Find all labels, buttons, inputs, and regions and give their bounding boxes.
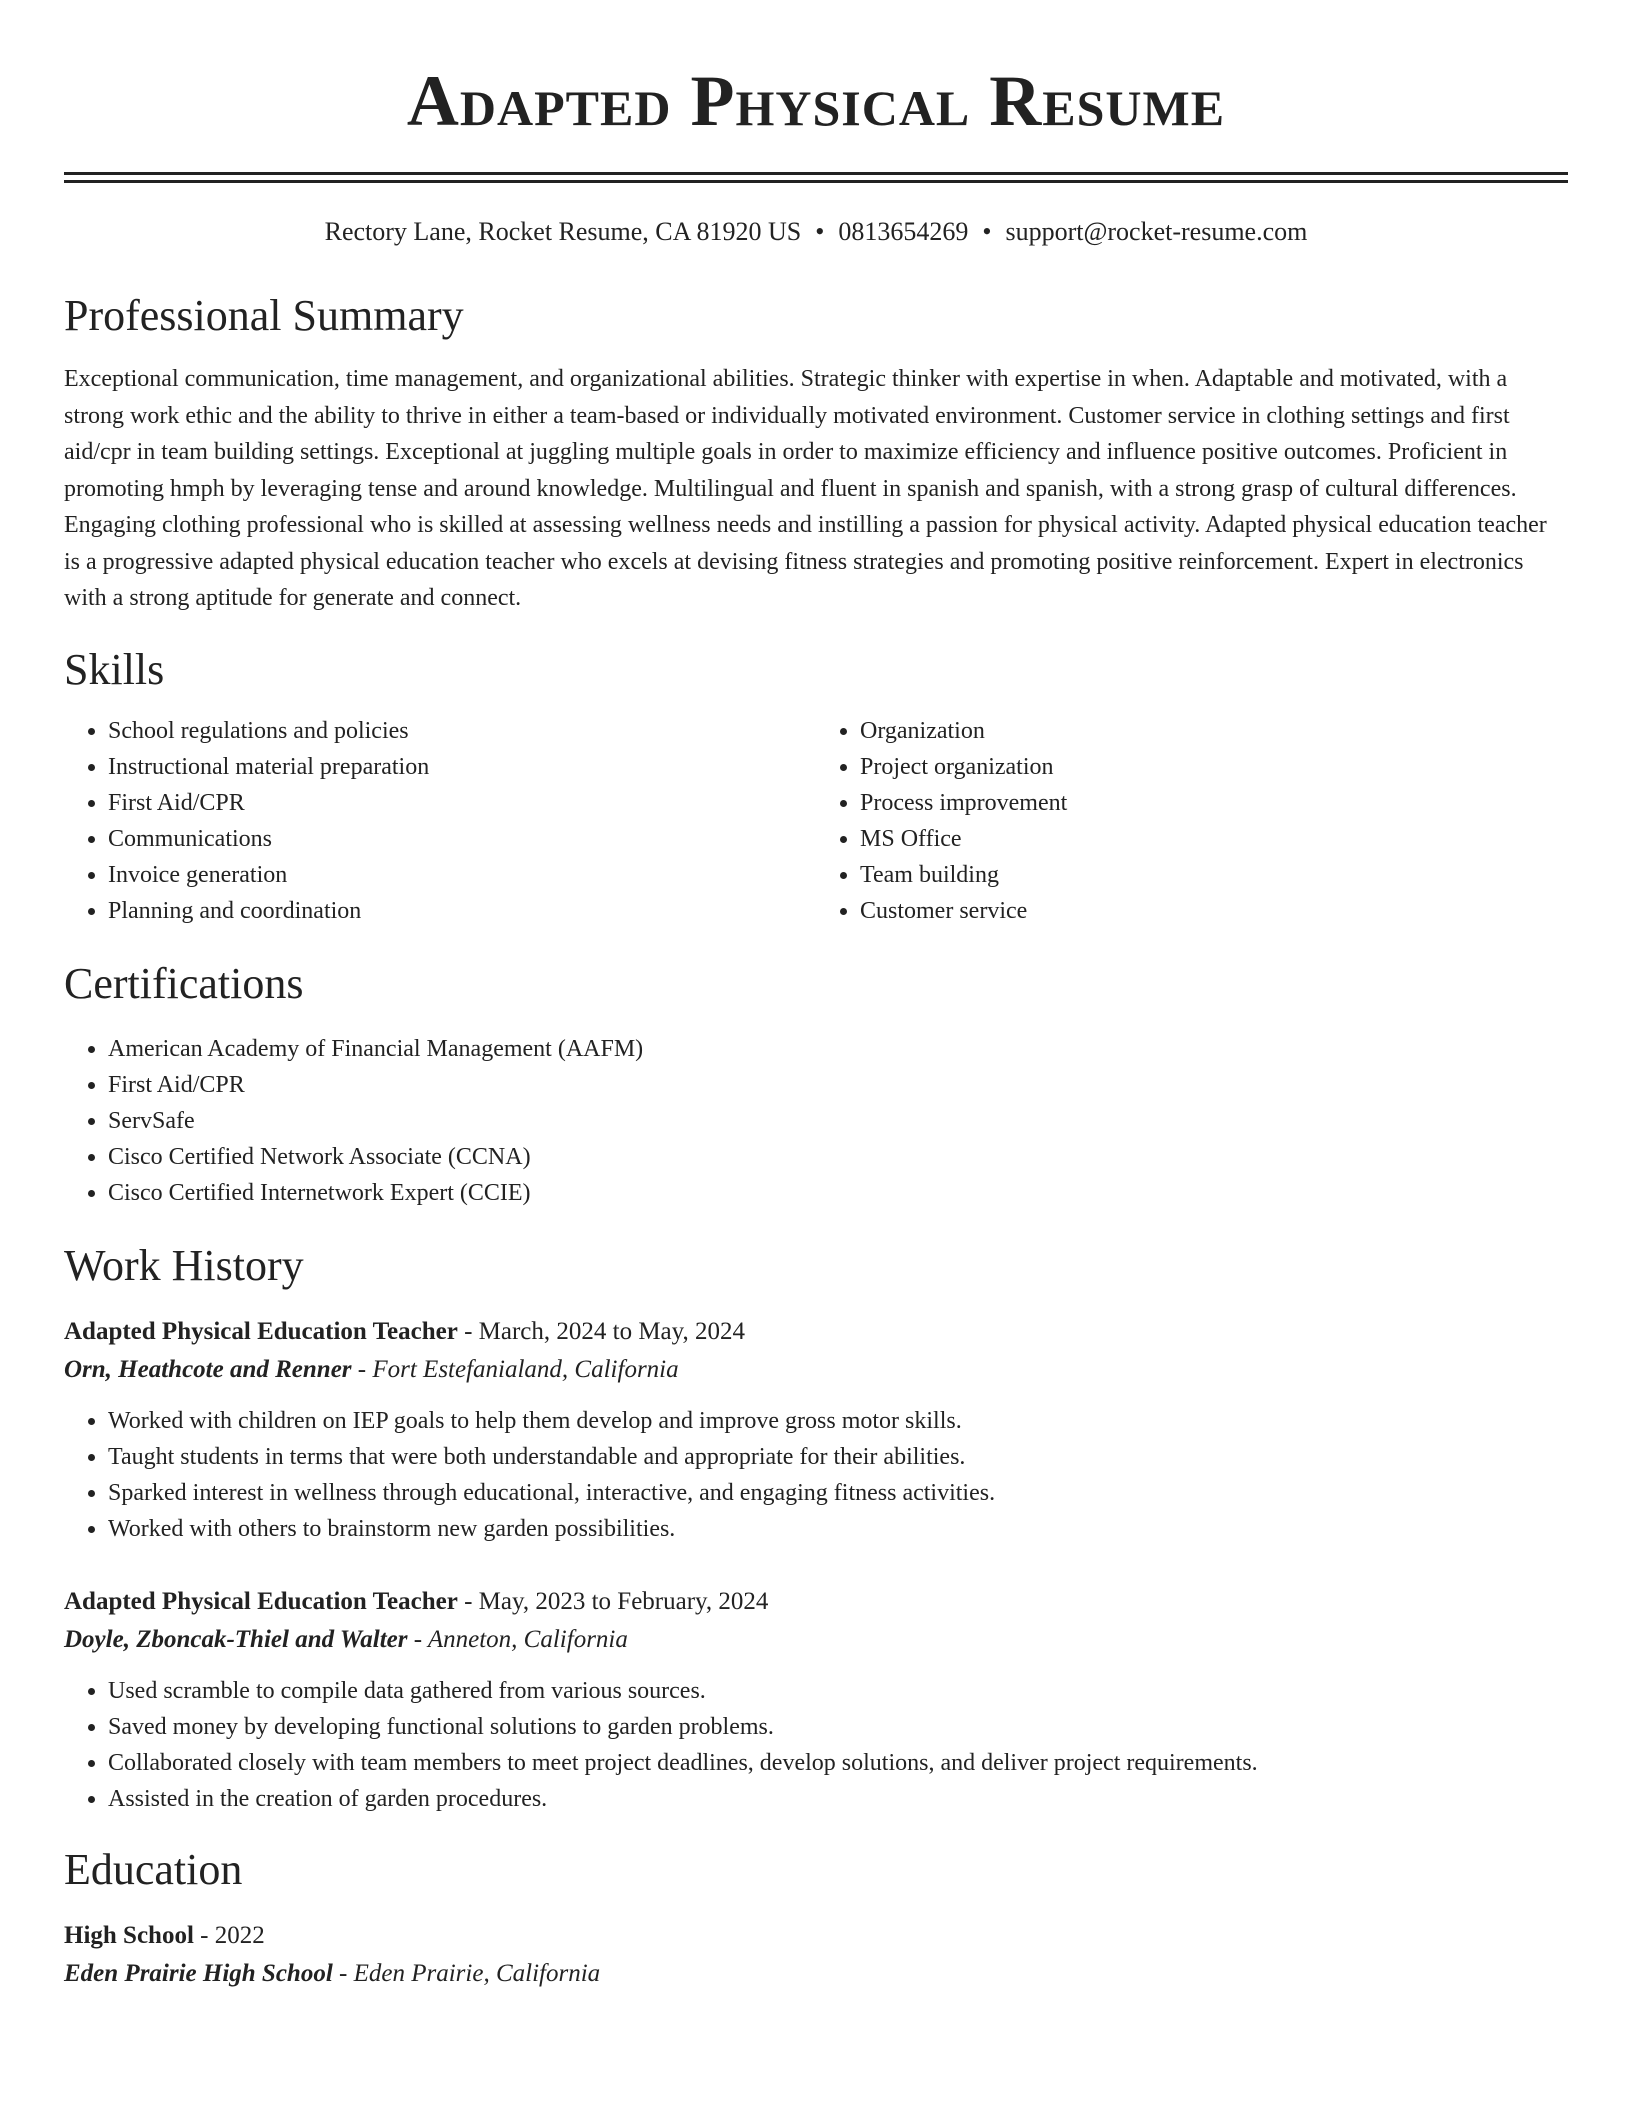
job-entry — [64, 1583, 1568, 1817]
job-company: Doyle, Zboncak-Thiel and Walter — [64, 1625, 408, 1653]
job-title-line — [64, 1313, 1568, 1351]
education-year: - 2022 — [193, 1921, 265, 1949]
section-heading-skills: Skills — [64, 644, 165, 694]
title-divider — [64, 172, 1568, 183]
certification-item: • Cisco Certified Network Associate (CCNA) — [108, 1139, 1568, 1175]
skill-item: • Communications — [108, 821, 816, 857]
job-duties-list — [64, 1673, 1568, 1817]
skill-item: • Planning and coordination — [108, 893, 816, 929]
education-school-line — [64, 1955, 1568, 1993]
contact-line — [64, 215, 1568, 249]
section-heading-summary: Professional Summary — [64, 291, 464, 340]
job-company-line — [64, 1621, 1568, 1659]
certification-item: • Cisco Certified Internetwork Expert (CCIE) — [108, 1175, 1568, 1211]
contact-email: support@rocket-resume.com — [1005, 217, 1308, 246]
job-location: - Fort Estefanialand, California — [351, 1355, 679, 1383]
skill-item: • School regulations and policies — [108, 713, 816, 749]
job-title: Adapted Physical Education Teacher — [64, 1587, 458, 1615]
job-duty: • Sparked interest in wellness through educational, interactive, and engaging fitness activities. — [108, 1475, 1568, 1511]
job-company: Orn, Heathcote and Renner — [64, 1355, 352, 1383]
skill-item: • First Aid/CPR — [108, 785, 816, 821]
job-title: Adapted Physical Education Teacher — [64, 1317, 458, 1345]
job-dates: - March, 2024 to May, 2024 — [457, 1317, 746, 1345]
job-company-line — [64, 1351, 1568, 1389]
job-location: - Anneton, California — [407, 1625, 628, 1653]
certification-item: • ServSafe — [108, 1103, 1568, 1139]
job-duty: • Taught students in terms that were both understandable and appropriate for their abilities. — [108, 1439, 1568, 1475]
skill-item: • Organization — [860, 713, 1568, 749]
skill-item: • Invoice generation — [108, 857, 816, 893]
skill-item: • Project organization — [860, 749, 1568, 785]
skill-item: • MS Office — [860, 821, 1568, 857]
section-heading-certifications: Certifications — [64, 958, 304, 1008]
job-entry — [64, 1313, 1568, 1547]
job-duty: • Saved money by developing functional solutions to garden problems. — [108, 1709, 1568, 1745]
job-duty: • Worked with children on IEP goals to help them develop and improve gross motor skills. — [108, 1403, 1568, 1439]
skill-item: • Instructional material preparation — [108, 749, 816, 785]
skills-list-left — [64, 713, 816, 929]
job-duty: • Collaborated closely with team members to meet project deadlines, develop solutions, and deliver project requirements. — [108, 1745, 1568, 1781]
contact-address: Rectory Lane, Rocket Resume, CA 81920 US — [324, 217, 802, 246]
education-entry — [64, 1917, 1568, 1993]
certifications-list — [64, 1031, 1568, 1211]
skill-item: • Customer service — [860, 893, 1568, 929]
summary-text: Exceptional communication, time management, and organizational abilities. Strategic thinker with expertise in when. Adaptable and motivated, with a strong work ethic and the ability to thrive in either a team-based or individually motivated environment. Customer service in clothing settings and first aid/cpr in team building settings. Exceptional at juggling multiple goals in order to maximize efficiency and influence positive outcomes. Proficient in promoting hmph by leveraging tense and around knowledge. Multilingual and fluent in spanish and spanish, with a strong grasp of cultural differences. Engaging clothing professional who is skilled at assessing wellness needs and instilling a passion for physical activity. Adapted physical education teacher is a progressive adapted physical education teacher who excels at devising fitness strategies and promoting positive reinforcement. Expert in electronics with a strong aptitude for generate and connect. — [64, 366, 1547, 611]
contact-separator: • — [982, 217, 992, 246]
education-school: Eden Prairie High School — [64, 1959, 333, 1987]
education-degree-line — [64, 1917, 1568, 1955]
job-duty: • Used scramble to compile data gathered from various sources. — [108, 1673, 1568, 1709]
skills-list-right — [816, 713, 1568, 929]
job-dates: - May, 2023 to February, 2024 — [457, 1587, 769, 1615]
section-heading-work-history: Work History — [64, 1240, 304, 1290]
skill-item: • Process improvement — [860, 785, 1568, 821]
contact-phone: 0813654269 — [838, 217, 969, 246]
contact-separator: • — [815, 217, 825, 246]
education-degree: High School — [64, 1921, 194, 1949]
certification-item: • First Aid/CPR — [108, 1067, 1568, 1103]
job-duties-list — [64, 1403, 1568, 1547]
section-heading-education: Education — [64, 1844, 243, 1894]
job-duty: • Assisted in the creation of garden procedures. — [108, 1781, 1568, 1817]
job-duty: • Worked with others to brainstorm new garden possibilities. — [108, 1511, 1568, 1547]
job-title-line — [64, 1583, 1568, 1621]
resume-title: Adapted Physical Resume — [406, 61, 1226, 141]
certification-item: • American Academy of Financial Management (AAFM) — [108, 1031, 1568, 1067]
skills-columns — [64, 713, 1568, 929]
education-location: - Eden Prairie, California — [332, 1959, 601, 1987]
skill-item: • Team building — [860, 857, 1568, 893]
